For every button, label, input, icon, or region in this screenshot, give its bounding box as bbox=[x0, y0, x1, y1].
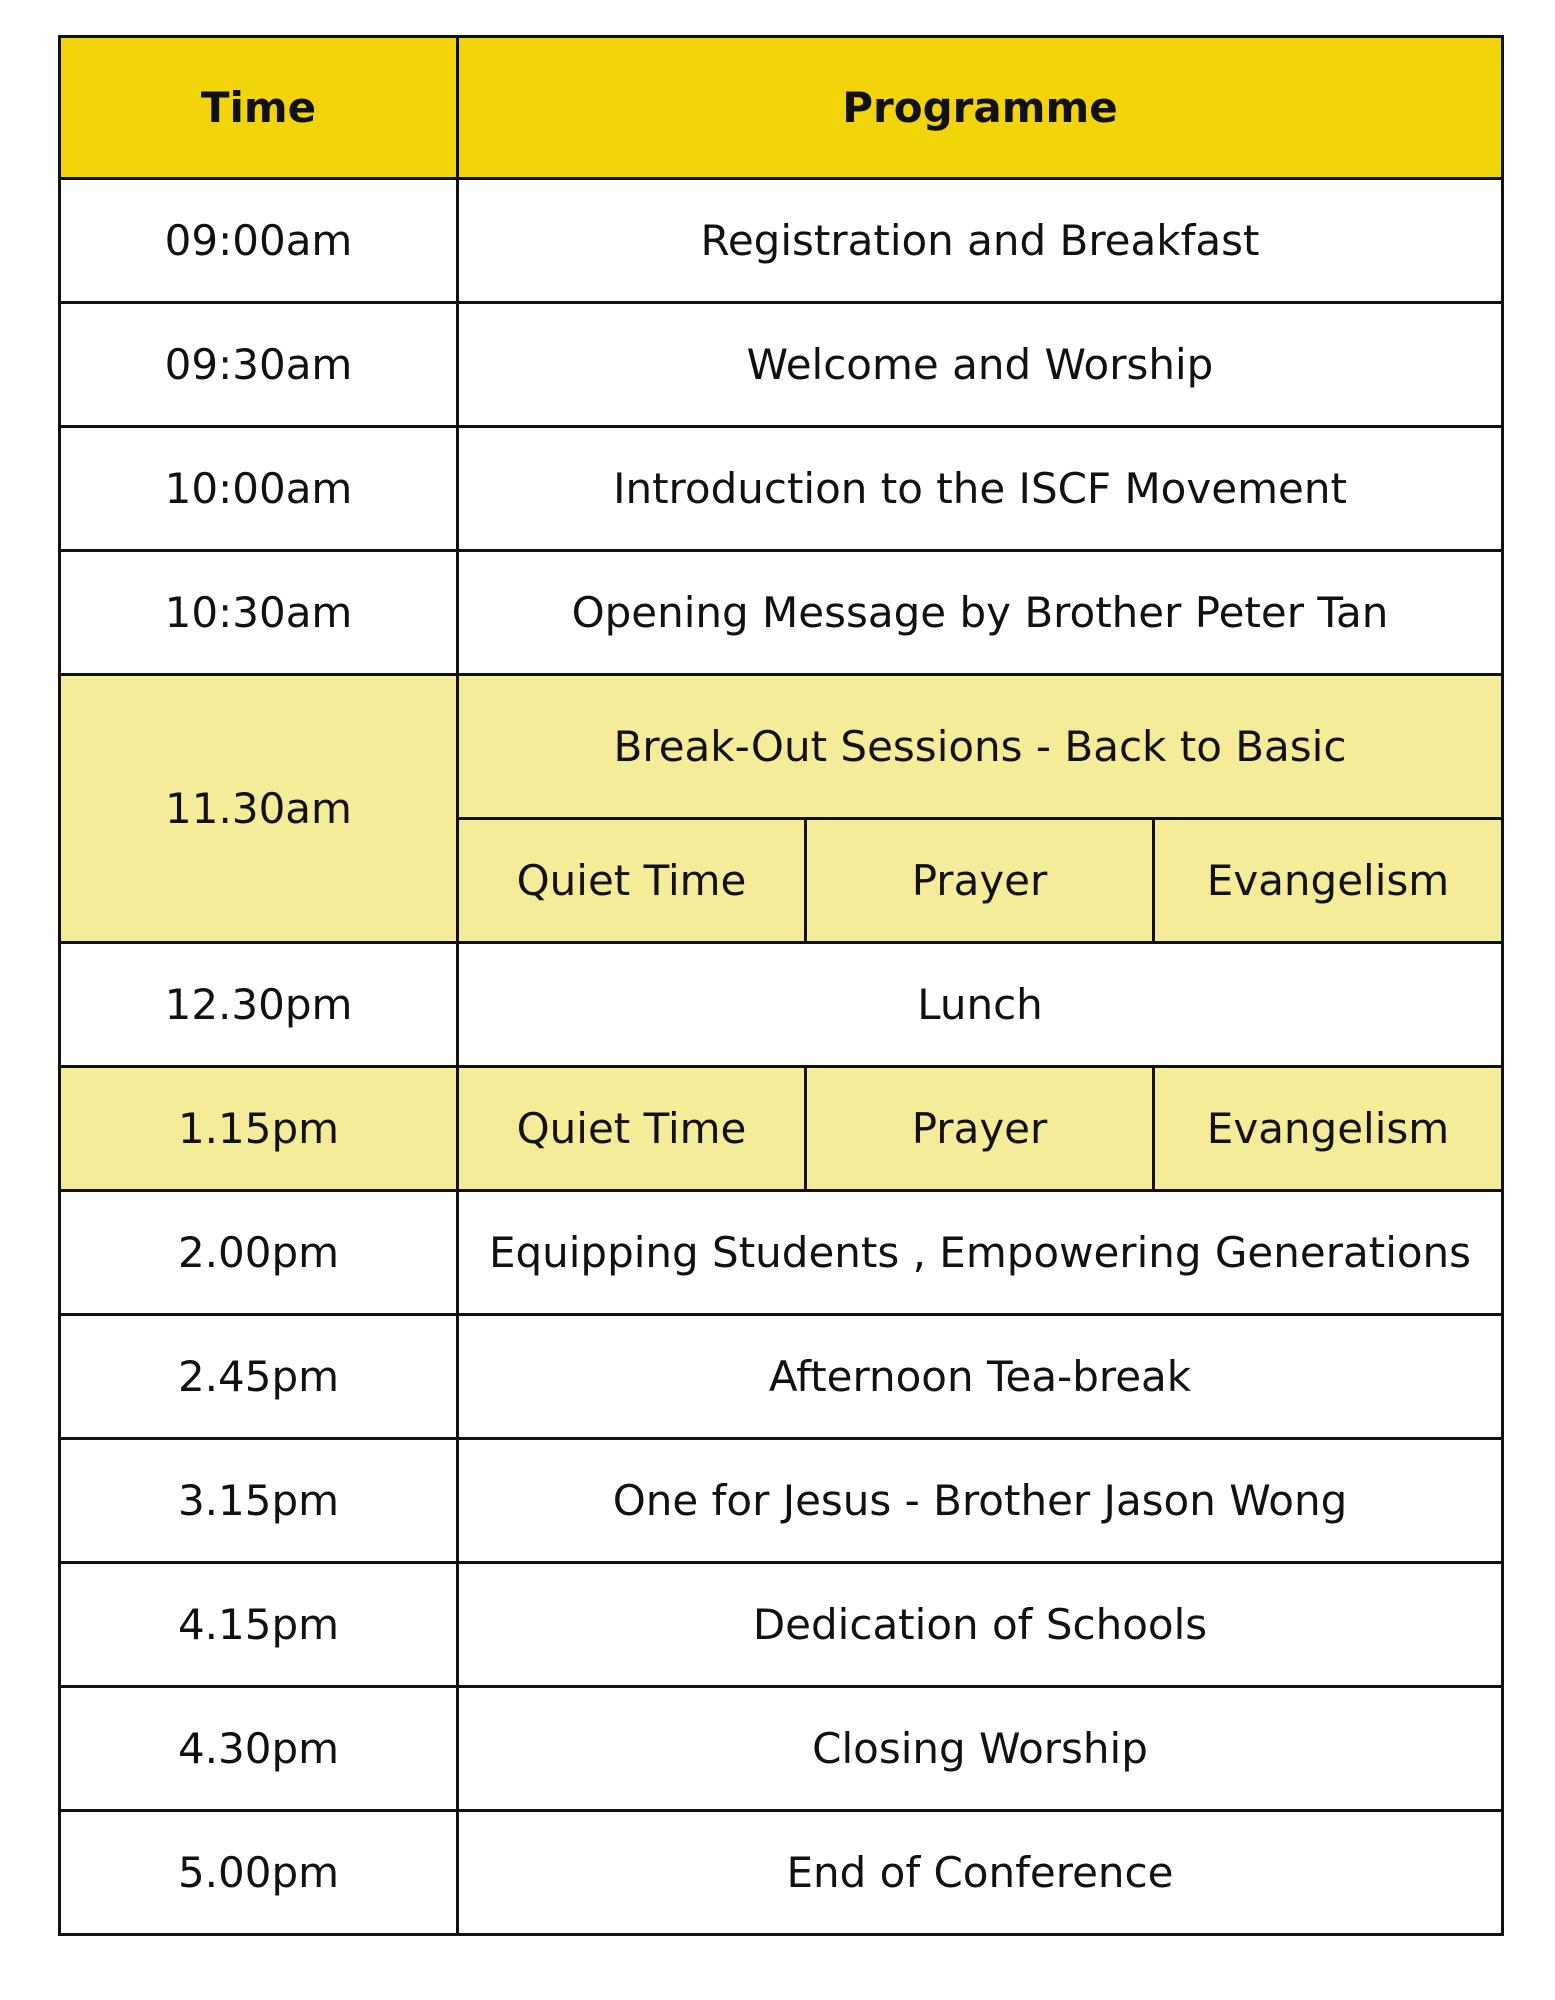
session-evangelism: Evangelism bbox=[1154, 1067, 1503, 1191]
row-time: 2.00pm bbox=[60, 1191, 458, 1315]
breakout-title-row bbox=[60, 675, 1503, 819]
row-programme: Afternoon Tea-break bbox=[458, 1315, 1503, 1439]
breakout-title: Break-Out Sessions - Back to Basic bbox=[458, 675, 1503, 819]
afternoon-breakout-row bbox=[60, 1067, 1503, 1191]
session-prayer: Prayer bbox=[806, 1067, 1154, 1191]
row-time: 12.30pm bbox=[60, 943, 458, 1067]
table-row bbox=[60, 943, 1503, 1067]
row-time: 4.30pm bbox=[60, 1687, 458, 1811]
programme-schedule-table bbox=[58, 35, 1504, 1936]
row-time: 5.00pm bbox=[60, 1811, 458, 1935]
row-programme: Opening Message by Brother Peter Tan bbox=[458, 551, 1503, 675]
table-row bbox=[60, 1315, 1503, 1439]
table-row bbox=[60, 303, 1503, 427]
session-prayer: Prayer bbox=[806, 819, 1154, 943]
table-row bbox=[60, 179, 1503, 303]
row-programme: Equipping Students , Empowering Generations bbox=[458, 1191, 1503, 1315]
programme-column-header: Programme bbox=[458, 37, 1503, 179]
session-quiet-time: Quiet Time bbox=[458, 1067, 806, 1191]
table-header-row bbox=[60, 37, 1503, 179]
row-programme: Lunch bbox=[458, 943, 1503, 1067]
session-quiet-time: Quiet Time bbox=[458, 819, 806, 943]
table-row bbox=[60, 1687, 1503, 1811]
table-row bbox=[60, 1191, 1503, 1315]
row-time: 10:00am bbox=[60, 427, 458, 551]
table-row bbox=[60, 427, 1503, 551]
row-time: 10:30am bbox=[60, 551, 458, 675]
row-programme: Registration and Breakfast bbox=[458, 179, 1503, 303]
table-row bbox=[60, 1439, 1503, 1563]
table-row bbox=[60, 551, 1503, 675]
row-programme: End of Conference bbox=[458, 1811, 1503, 1935]
row-time: 09:00am bbox=[60, 179, 458, 303]
row-programme: Closing Worship bbox=[458, 1687, 1503, 1811]
row-time: 2.45pm bbox=[60, 1315, 458, 1439]
row-time: 4.15pm bbox=[60, 1563, 458, 1687]
table-row bbox=[60, 1563, 1503, 1687]
table-row bbox=[60, 1811, 1503, 1935]
time-column-header: Time bbox=[60, 37, 458, 179]
session-evangelism: Evangelism bbox=[1154, 819, 1503, 943]
breakout-time: 11.30am bbox=[60, 675, 458, 943]
afternoon-breakout-time: 1.15pm bbox=[60, 1067, 458, 1191]
row-time: 3.15pm bbox=[60, 1439, 458, 1563]
row-programme: Welcome and Worship bbox=[458, 303, 1503, 427]
row-programme: Introduction to the ISCF Movement bbox=[458, 427, 1503, 551]
row-programme: One for Jesus - Brother Jason Wong bbox=[458, 1439, 1503, 1563]
row-time: 09:30am bbox=[60, 303, 458, 427]
row-programme: Dedication of Schools bbox=[458, 1563, 1503, 1687]
